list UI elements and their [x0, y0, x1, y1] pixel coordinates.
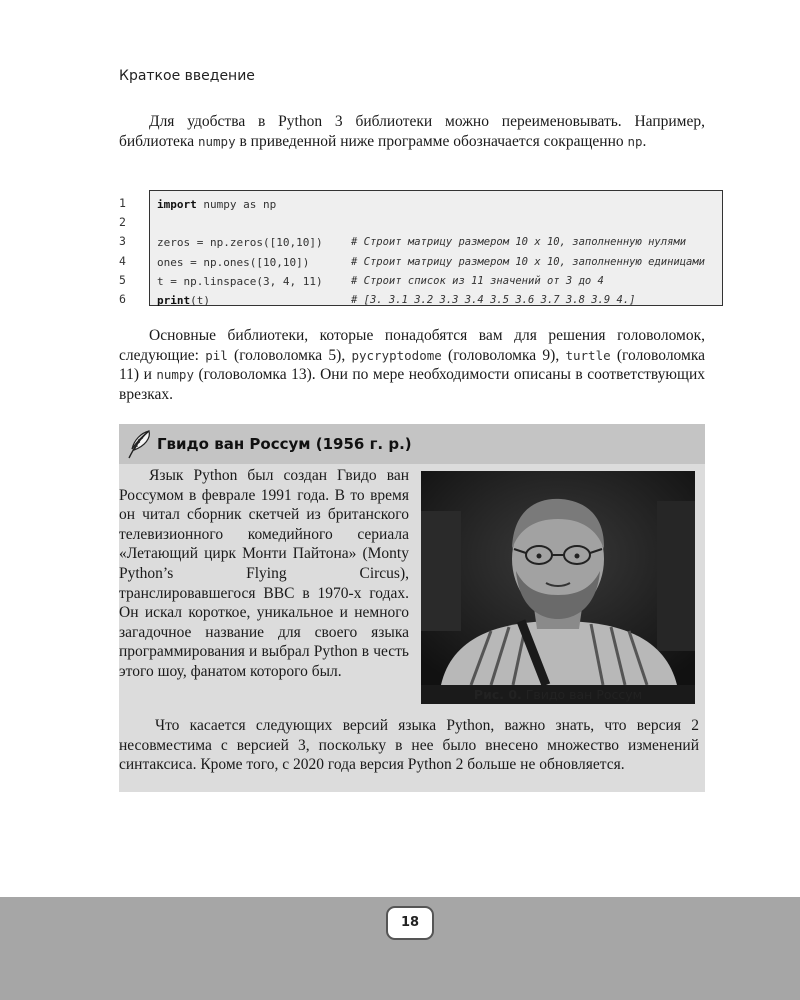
sidebar-bio-text: Язык Python был создан Гвидо ван Россумом в феврале 1991 года. В то время он читал сборник скетчей из британского телевизионного комедийного сериала «Летающий цирк Монти Пайтона» (Monty Python’s Flying Circus), транслировавшегося BBC в 1970-х годах. Он искал короткое, уникальное и немного загадочное название для своего языка программирования и выбрал Python в честь этого шоу, фанатом которого был. [119, 467, 409, 680]
keyword-import: import [157, 198, 197, 211]
code-line-5 [157, 272, 722, 291]
inline-code-turtle: turtle [565, 347, 611, 363]
page-number: 18 [386, 906, 434, 940]
code-text: t = np.linspace(3, 4, 11) [157, 274, 323, 288]
code-text: ones = np.ones([10,10]) [157, 255, 310, 269]
line-number: 4 [119, 253, 126, 268]
inline-code-np: np [627, 133, 643, 149]
line-number: 3 [119, 234, 126, 249]
code-text: numpy as np [196, 198, 277, 211]
sidebar-header [119, 424, 705, 464]
intro-text-3: . [642, 132, 647, 150]
code-comment: # [3. 3.1 3.2 3.3 3.4 3.5 3.6 3.7 3.8 3.9 4.] [351, 293, 636, 306]
figure-caption: Гвидо ван Россум [521, 687, 643, 702]
intro-text-1: Для удобства в Python 3 библиотеки можно переименовывать. Например, библиотека [119, 113, 705, 150]
lib-text-2: (головоломка 5), [227, 346, 352, 364]
line-number: 1 [119, 196, 126, 210]
line-numbers [119, 194, 139, 309]
code-line-2 [157, 214, 722, 233]
lib-text-4: (головоломка 11) и [119, 346, 705, 383]
libraries-paragraph [119, 326, 705, 404]
code-text: zeros = np.zeros([10,10]) [157, 236, 323, 250]
sidebar-title: Гвидо ван Россум (1956 г. р.) [157, 435, 412, 453]
feather-quill-icon [125, 428, 153, 460]
portrait-photo [421, 471, 695, 704]
code-comment: # Строит список из 11 значений от 3 до 4 [351, 274, 604, 287]
intro-paragraph [119, 112, 705, 151]
code-comment: # Строит матрицу размером 10 x 10, заполненную нулями [351, 236, 687, 249]
code-box [149, 190, 723, 306]
inline-code-numpy: numpy [156, 367, 194, 382]
code-text: (t) [190, 293, 210, 307]
code-line-6 [157, 291, 722, 310]
line-number: 2 [119, 215, 126, 230]
sidebar-versions-text: Что касается следующих версий языка Python, важно знать, что версия 2 несовместима с версией 3, поскольку в нее было внесено множество изменений синтаксиса. Кроме того, с 2020 года версия Python 2 больше не обновляется. [119, 717, 699, 774]
running-head: Краткое введение [119, 68, 255, 84]
code-line-3 [157, 233, 722, 252]
biography-sidebar [119, 424, 705, 792]
code-listing [119, 190, 705, 308]
photo-caption [421, 687, 695, 702]
code-line-4 [157, 253, 722, 272]
intro-text-2: в приведенной ниже программе обозначается сокращенно [235, 132, 628, 150]
inline-code-numpy: numpy [197, 133, 236, 149]
lib-text-1: Основные библиотеки, которые понадобятся вам для решения головоломок, следующие: [119, 327, 705, 364]
inline-code-pil: pil [205, 347, 228, 363]
figure-label: Рис. 0. [473, 687, 522, 702]
keyword-print: print [157, 293, 191, 307]
portrait-illustration [421, 471, 695, 685]
lib-text-5: (головоломка 13). Они по мере необходимости описаны в соответствующих врезках. [119, 366, 705, 403]
inline-code-pycryptodome: pycryptodome [351, 347, 442, 363]
lib-text-3: (головоломка 9), [441, 346, 566, 364]
code-line-1 [157, 195, 722, 214]
code-comment: # Строит матрицу размером 10 x 10, заполненную единицами [351, 255, 706, 268]
line-number: 5 [119, 272, 126, 287]
line-number: 6 [119, 292, 126, 307]
